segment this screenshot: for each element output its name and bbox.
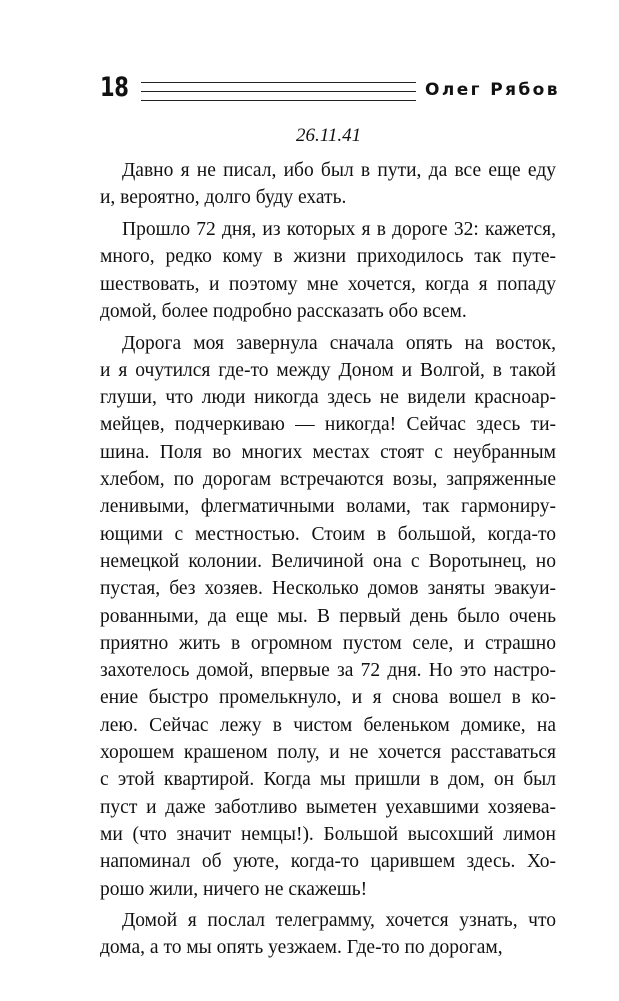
text-line: Домой я послал телеграмму, хочется узнать, что <box>122 910 556 932</box>
text-line: Дорога моя завернула сначала опять на восток, <box>122 332 556 354</box>
text-line: домой, более подробно рассказать обо всем. <box>100 300 467 322</box>
text-line: и я очутился где-то между Доном и Волгой, в такой <box>100 359 556 381</box>
text-line: захотелось домой, впервые за 72 дня. Но это настро- <box>100 660 556 682</box>
text-line: ленивыми, флегматичными волами, так гармониру- <box>100 496 556 518</box>
text-line: мейцев, подчеркиваю — никогда! Сейчас здесь ти- <box>100 414 556 436</box>
header-rule-line <box>141 100 416 101</box>
text-line: глуши, что люди никогда здесь не видели красноар- <box>100 387 556 409</box>
text-line: с этой квартирой. Когда мы пришли в дом, он был <box>100 769 556 791</box>
entry-body <box>100 157 556 966</box>
header-rule-line <box>141 91 416 92</box>
text-line: много, редко кому в жизни приходилось так путе- <box>100 246 556 268</box>
text-line: ение быстро промелькнуло, и я снова вошел в ко- <box>100 687 556 709</box>
entry-date: 26.11.41 <box>296 125 362 146</box>
paragraph <box>100 157 556 212</box>
text-line: напоминал об уюте, когда-то царившем здесь. Хо- <box>100 851 556 873</box>
text-line: шина. Поля во многих местах стоят с неубранным <box>100 441 556 463</box>
text-line: приятно жить в огромном пустом селе, и страшно <box>100 632 556 654</box>
text-line: шествовать, и поэтому мне хочется, когда я попаду <box>100 273 556 295</box>
text-line: Прошло 72 дня, из которых я в дороге 32: кажется, <box>122 218 556 240</box>
paragraph <box>100 216 556 325</box>
text-line: лею. Сейчас лежу в чистом беленьком домике, на <box>100 714 556 736</box>
paragraph <box>100 907 556 962</box>
text-line: ми (что значит немцы!). Большой высохший лимон <box>100 823 556 845</box>
text-line: рованными, да еще мы. В первый день было очень <box>100 605 556 627</box>
page-number: 18 <box>100 72 129 103</box>
paragraph <box>100 330 556 903</box>
running-head-author: Олег Рябов <box>425 80 560 100</box>
text-line: и, вероятно, долго буду ехать. <box>100 187 347 209</box>
text-line: ющими с местностью. Стоим в большой, когда-то <box>100 523 556 545</box>
text-line: дома, а то мы опять уезжаем. Где-то по дорогам, <box>100 937 503 959</box>
text-line: хлебом, по дорогам встречаются возы, запряженные <box>100 469 556 491</box>
text-line: рошо жили, ничего не скажешь! <box>100 878 368 900</box>
header-rule-line <box>141 82 416 83</box>
text-line: Давно я не писал, ибо был в пути, да все еще еду <box>122 160 556 181</box>
text-line: пустая, без хозяев. Несколько домов заняты эвакуи- <box>100 578 556 600</box>
text-line: пуст и даже заботливо выметен уехавшими хозяева- <box>100 796 556 818</box>
header-rule <box>141 82 416 101</box>
text-line: хорошем крашеном полу, и не хочется расставаться <box>100 742 556 764</box>
text-line: немецкой колонии. Величиной она с Воротынец, но <box>100 550 556 572</box>
